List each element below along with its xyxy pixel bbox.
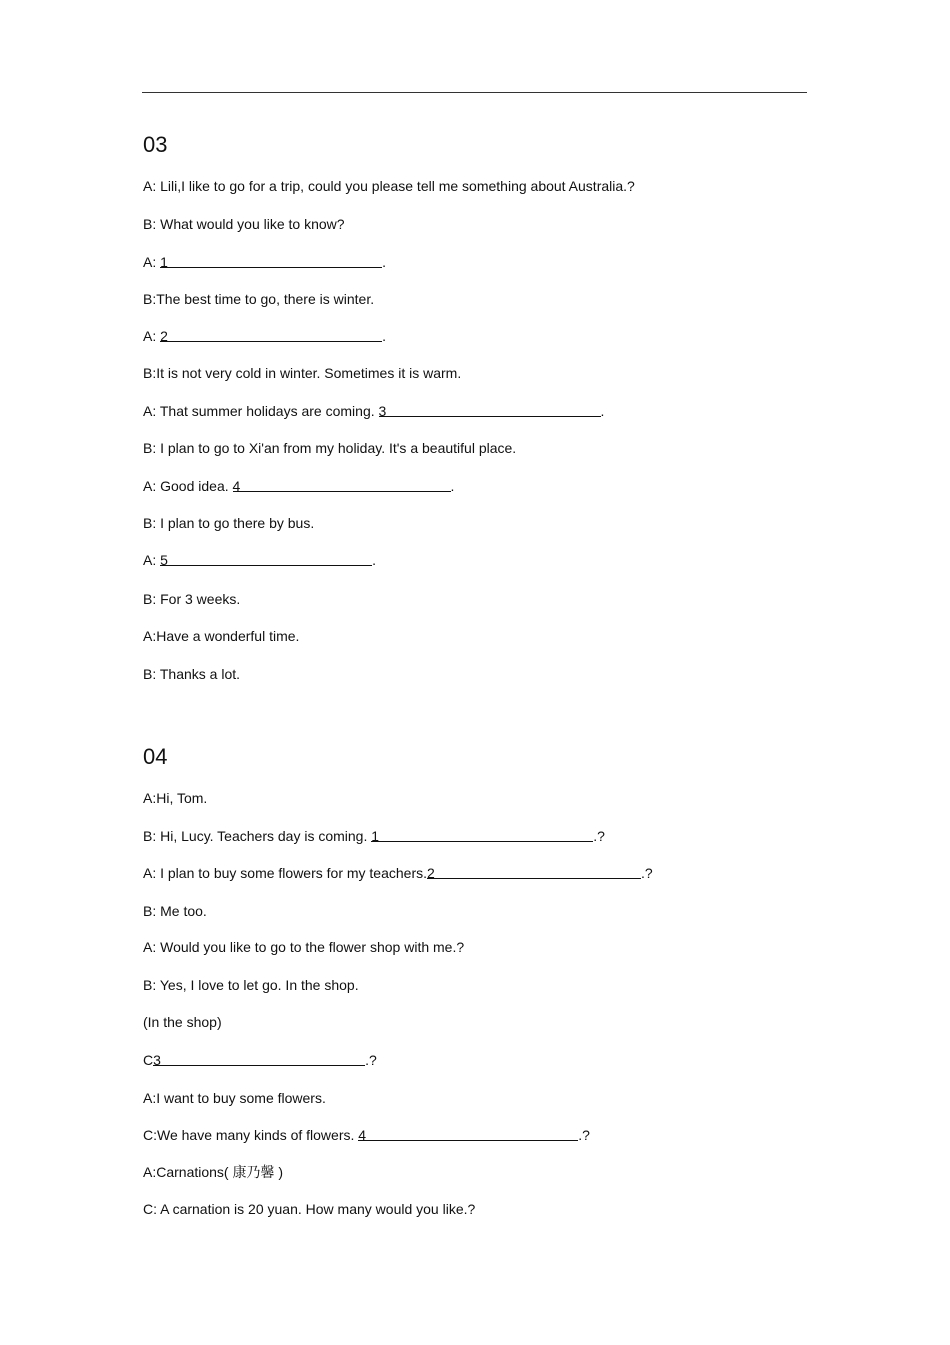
s03-line-3	[143, 253, 386, 271]
s03-line-8: B: I plan to go to Xi'an from my holiday. It's a beautiful place.	[143, 440, 517, 456]
s03-line-7	[143, 402, 604, 420]
line-text: C	[143, 1052, 154, 1068]
s04-line-6: B: Yes, I love to let go. In the shop.	[143, 977, 359, 993]
s03-line-12: B: For 3 weeks.	[143, 591, 241, 607]
answer-blank-3[interactable]	[379, 402, 601, 417]
s03-line-13: A:Have a wonderful time.	[143, 628, 300, 644]
s04-line-9: A:I want to buy some flowers.	[143, 1090, 326, 1106]
blank-number: 2	[427, 865, 435, 881]
s04-line-5: A: Would you like to go to the flower shop with me.?	[143, 939, 465, 955]
section-04-heading: 04	[143, 744, 168, 769]
s03-line-6: B:It is not very cold in winter. Sometimes it is warm.	[143, 365, 462, 381]
s03-line-9	[143, 477, 454, 495]
line-punct: .	[382, 254, 387, 270]
blank-number: 3	[153, 1052, 161, 1068]
line-punct: .?	[578, 1127, 590, 1143]
blank-number: 4	[358, 1127, 367, 1143]
line-text: A: I plan to buy some flowers for my teachers.	[143, 865, 428, 881]
line-punct: .	[382, 328, 387, 344]
line-text: A: That summer holidays are coming.	[143, 403, 379, 419]
line-punct: .	[450, 478, 455, 494]
s04-line-4: B: Me too.	[143, 903, 207, 919]
line-punct: .?	[641, 865, 653, 881]
line-punct: .?	[593, 828, 605, 844]
header-rule	[142, 92, 807, 93]
line-text: A:	[143, 254, 161, 270]
s04-line-7: (In the shop)	[143, 1014, 222, 1030]
s04-line-3	[143, 864, 653, 882]
answer-blank-4[interactable]	[233, 477, 451, 492]
s03-line-11	[143, 551, 376, 569]
answer-blank-4[interactable]	[358, 1126, 578, 1141]
s04-line-12: C: A carnation is 20 yuan. How many would you like.?	[143, 1201, 476, 1217]
section-03-heading: 03	[143, 132, 168, 157]
line-text: B: Hi, Lucy. Teachers day is coming.	[143, 828, 372, 844]
answer-blank-1[interactable]	[371, 827, 593, 842]
s04-line-11: A:Carnations( 康乃馨 )	[143, 1164, 284, 1180]
s04-line-2	[143, 827, 605, 845]
blank-number: 1	[371, 828, 380, 844]
line-text: A:	[143, 552, 161, 568]
blank-number: 5	[160, 552, 168, 568]
s03-line-10: B: I plan to go there by bus.	[143, 515, 315, 531]
line-text: A: Good idea.	[143, 478, 233, 494]
s04-line-10	[143, 1126, 590, 1144]
line-punct: .?	[365, 1052, 377, 1068]
line-punct: .	[600, 403, 605, 419]
s03-line-5	[143, 327, 386, 345]
blank-number: 3	[378, 403, 387, 419]
answer-blank-2[interactable]	[160, 327, 382, 342]
answer-blank-5[interactable]	[160, 551, 372, 566]
line-punct: .	[372, 552, 377, 568]
line-text: C:We have many kinds of flowers.	[143, 1127, 359, 1143]
s04-line-1: A:Hi, Tom.	[143, 790, 208, 806]
s03-line-1: A: Lili,I like to go for a trip, could you please tell me something about Australia.?	[143, 178, 635, 194]
blank-number: 4	[232, 478, 241, 494]
line-text: A:	[143, 328, 161, 344]
answer-blank-1[interactable]	[160, 253, 382, 268]
s03-line-2: B: What would you like to know?	[143, 216, 345, 232]
answer-blank-2[interactable]	[427, 864, 641, 879]
s03-line-4: B:The best time to go, there is winter.	[143, 291, 375, 307]
s03-line-14: B: Thanks a lot.	[143, 666, 241, 682]
blank-number: 1	[160, 254, 168, 270]
answer-blank-3[interactable]	[153, 1051, 365, 1066]
blank-number: 2	[160, 328, 168, 344]
s04-line-8	[143, 1051, 377, 1069]
